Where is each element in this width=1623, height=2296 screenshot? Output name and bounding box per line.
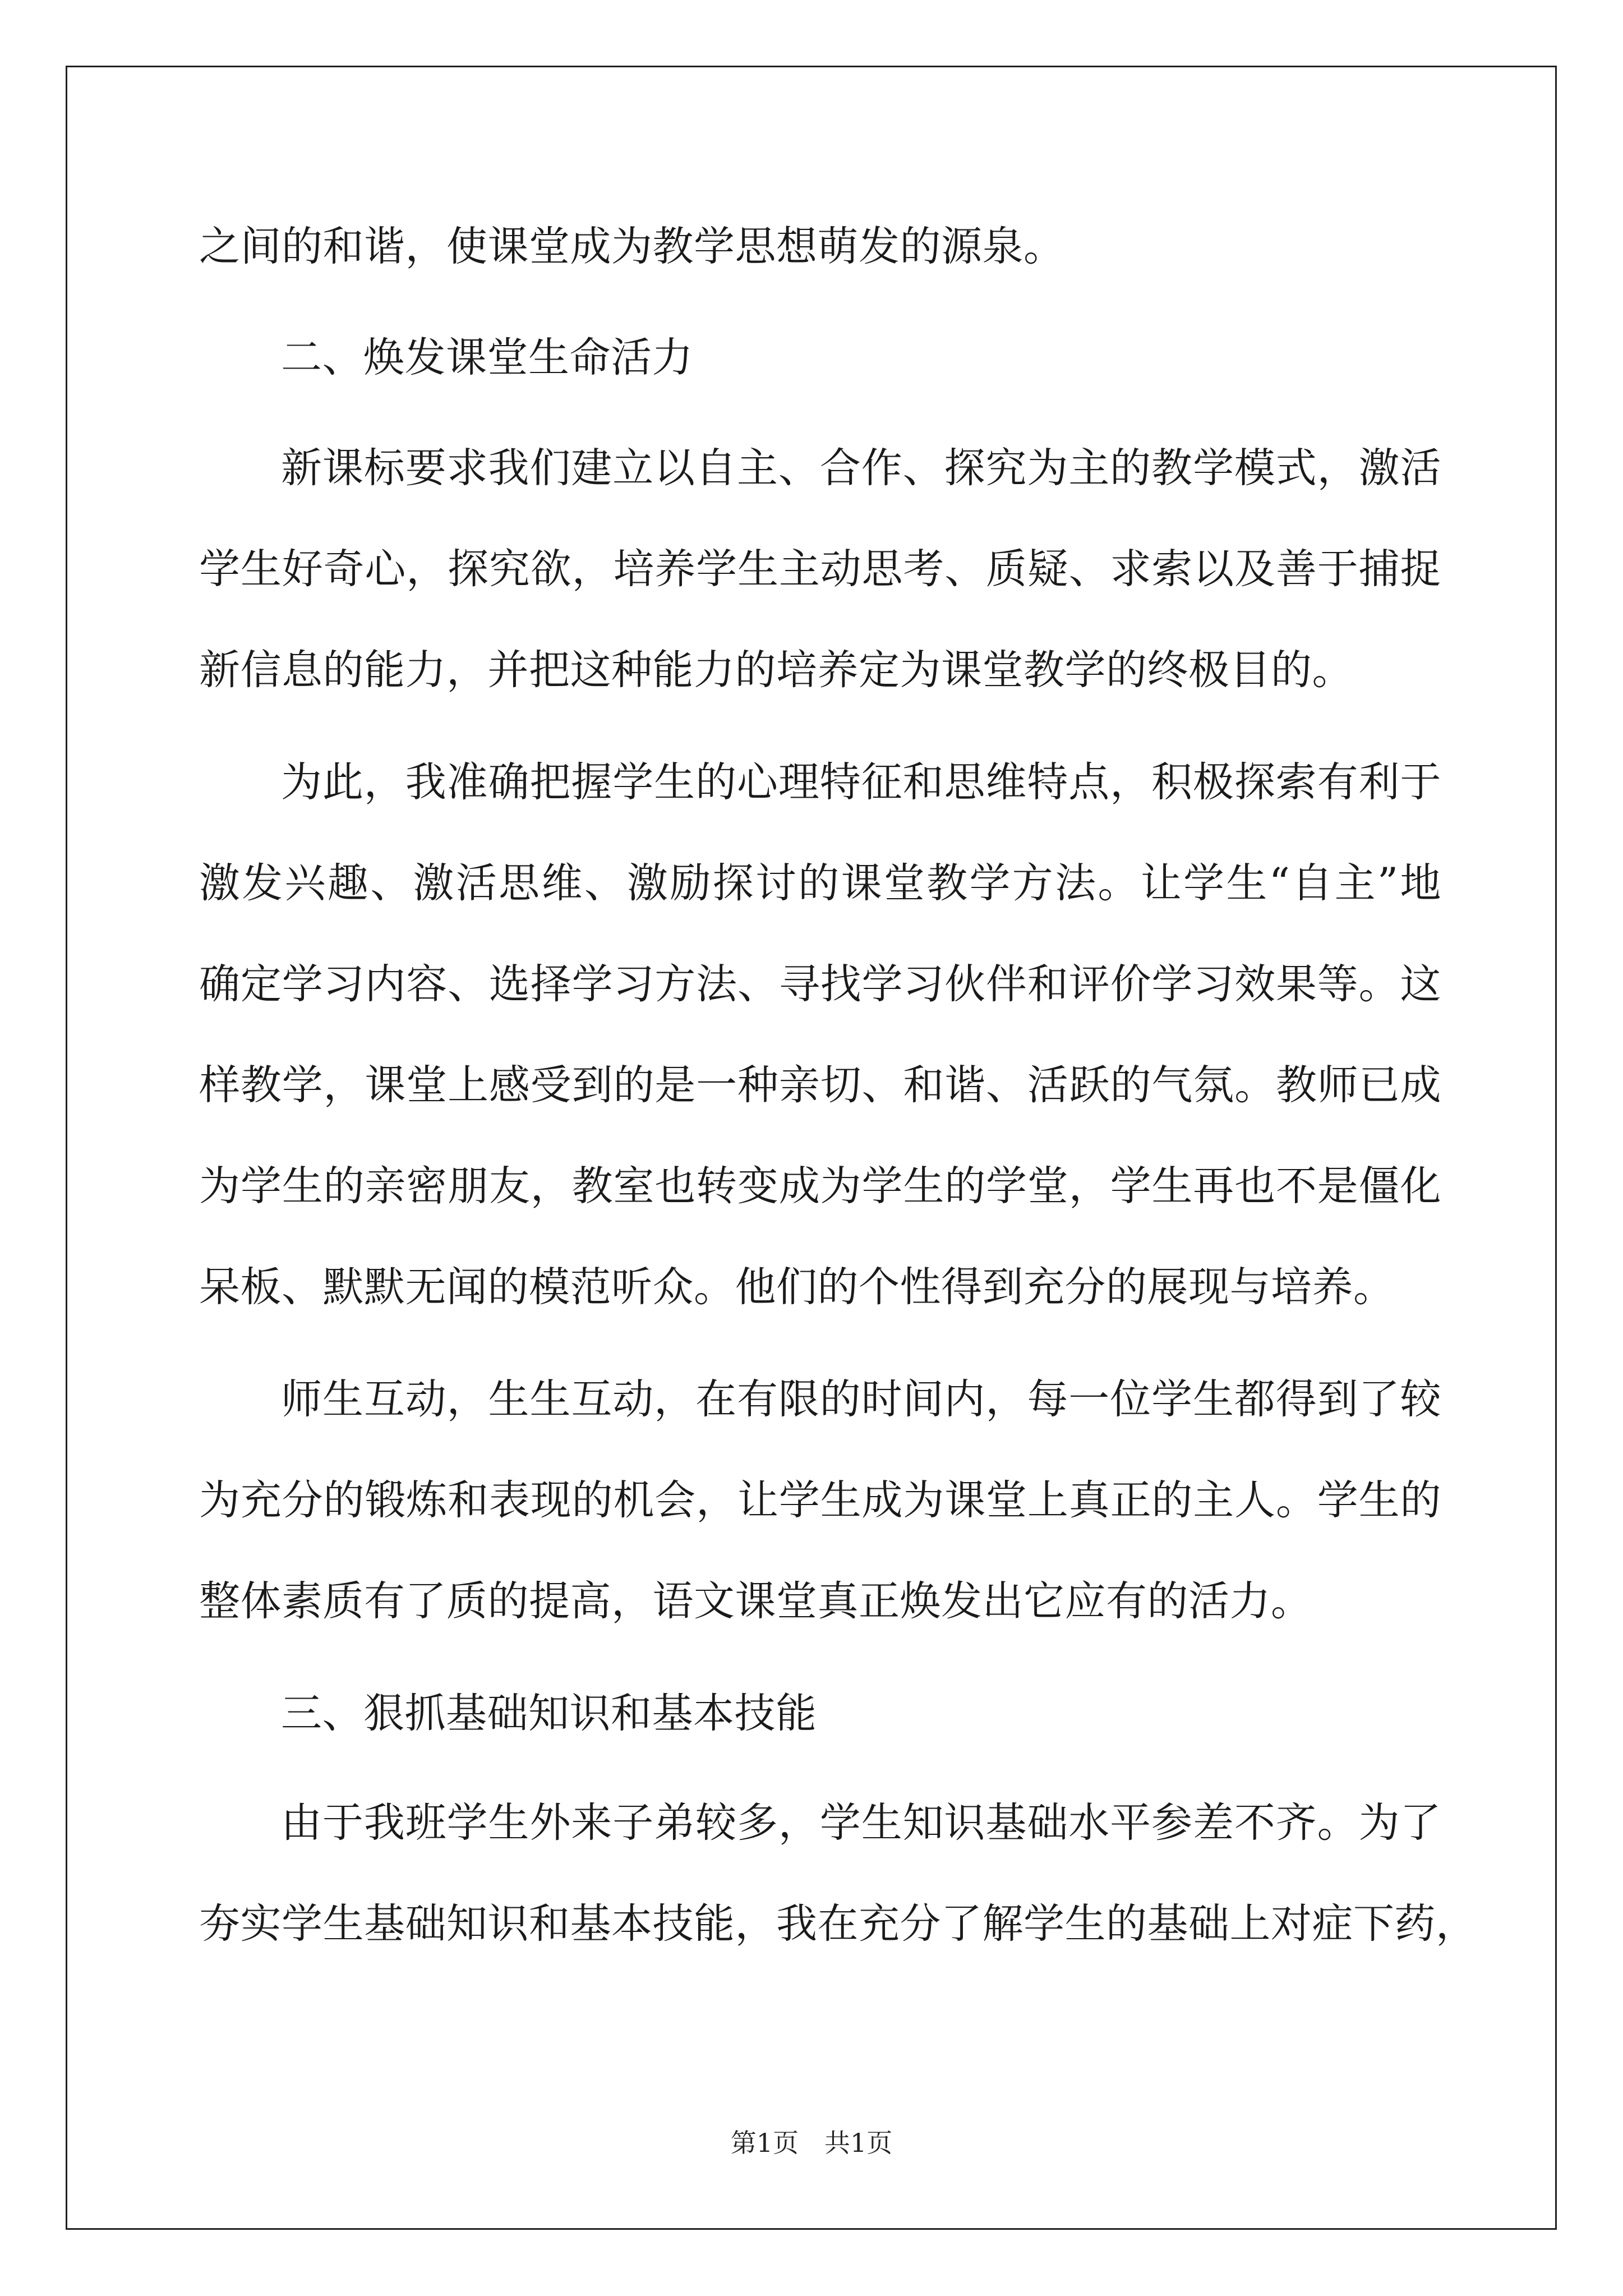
text-line: 新信息的能力，并把这种能力的培养定为课堂教学的终极目的。 [199,646,1353,694]
section-heading: 三、狠抓基础知识和基本技能 [281,1690,817,1737]
text-line: 呆板、默默无闻的模范听众。他们的个性得到充分的展现与培养。 [199,1263,1395,1311]
text-line: 激发兴趣、激活思维、激励探讨的课堂教学方法。让学生“自主”地 [199,859,1441,907]
section-heading: 二、焕发课堂生命活力 [281,334,693,381]
text-line: 确定学习内容、选择学习方法、寻找学习伙伴和评价学习效果等。这 [199,960,1441,1008]
text-line: 为学生的亲密朋友，教室也转变成为学生的学堂，学生再也不是僵化 [199,1162,1441,1210]
text-line: 样教学，课堂上感受到的是一种亲切、和谐、活跃的气氛。教师已成 [199,1061,1441,1109]
text-line: 师生互动，生生互动，在有限的时间内，每一位学生都得到了较 [281,1375,1441,1423]
text-line: 为充分的锻炼和表现的机会，让学生成为课堂上真正的主人。学生的 [199,1476,1441,1524]
text-line: 由于我班学生外来子弟较多，学生知识基础水平参差不齐。为了 [281,1799,1441,1847]
text-line: 为此，我准确把握学生的心理特征和思维特点，积极探索有利于 [281,758,1441,806]
text-line: 整体素质有了质的提高，语文课堂真正焕发出它应有的活力。 [199,1577,1312,1625]
text-line: 新课标要求我们建立以自主、合作、探究为主的教学模式，激活 [281,444,1441,492]
text-line: 学生好奇心，探究欲，培养学生主动思考、质疑、求索以及善于捕捉 [199,545,1441,593]
text-line: 夯实学生基础知识和基本技能，我在充分了解学生的基础上对症下药， [199,1900,1477,1948]
page-footer: 第1页 共1页 [730,2128,893,2158]
text-line: 之间的和谐，使课堂成为教学思想萌发的源泉。 [199,223,1065,270]
